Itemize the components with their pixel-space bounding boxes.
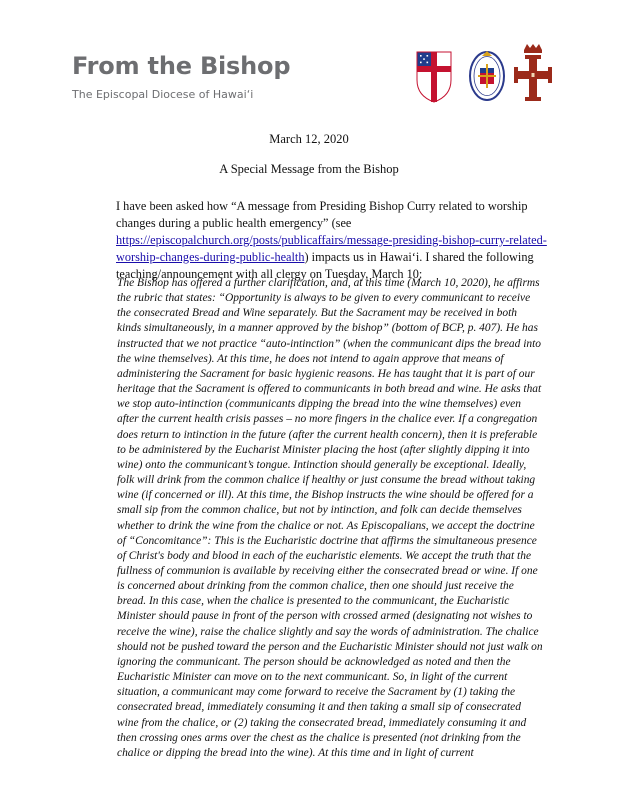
intro-paragraph (116, 198, 548, 283)
presiding-bishop-message-link[interactable]: https://episcopalchurch.org/posts/publicaffairs/message-presiding-bishop-curry-related-worship-changes-during-public-health (116, 233, 547, 264)
cross-crown-icon (514, 44, 552, 101)
message-heading: A Special Message from the Bishop (219, 162, 399, 176)
intro-text-before-link: I have been asked how “A message from Presiding Bishop Curry related to worship changes during a public health emergency” (see (116, 199, 528, 230)
episcopal-shield-icon (417, 52, 451, 102)
letterhead-subtitle: The Episcopal Diocese of Hawai‘i (72, 88, 254, 101)
bishop-teaching-quote: The Bishop has offered a further clarification, and, at this time (March 10, 2020), he affirms the rubric that states: “Opportunity is always to be given to every communicant to receive the consecrated Bread and Wine separately. But the Sacrament may be received in both kinds simultaneously, in a manner approved by the bishop” (bottom of BCP, p. 407). He has instructed that we not practice “auto-intinction” (when the communicant dips the bread into the wine themselves). At this time, he does not intend to again approve that means of administering the Sacrament for basic hygienic reasons. He has taught that it is part of our heritage that the Sacrament is offered to communicants in both bread and wine. He asks that we stop auto-intinction (communicants dipping the bread into the wine themselves) even after the current health crisis passes – no more fingers in the chalice ever. If a congregation does return to intinction in the future (after the current health concern), then it is preferable to be administered by the Eucharist Minister placing the host (after slightly dipping it into wine) onto the communicant’s tongue. Intinction should generally be exceptional. Ideally, folk will drink from the common chalice if healthy or just consume the bread without taking wine (if concerned or ill). At this time, the Bishop instructs the wine should be offered for a small sip from the common chalice, but not by intinction, and folk can decide themselves whether to drink the wine from the chalice or not. As Episcopalians, we accept the doctrine of “Concomitance”: This is the Eucharistic doctrine that affirms the simultaneous presence of Christ's body and blood in each of the eucharistic elements. We accept the truth that the fullness of communion is available by receiving either the consecrated bread or wine. If one is concerned about drinking from the common chalice, then one should just receive the bread. In this case, when the chalice is presented to the communicant, the Eucharistic Minister should pause in front of the person with crossed armed (designating not wishes to receive the wine), raise the chalice slightly and say the words of administration. The chalice should not be pushed toward the person and the Eucharistic Minister should not just walk on ignoring the communicant. The person should be acknowledged as noted and then the Eucharistic Minister can move on to the next communicant. So, in light of the current situation, a communicant may come forward to receive the Sacrament by (1) taking the consecrated bread, immediately consuming it and then taking a small sip of consecrated wine from the chalice, or (2) taking the consecrated bread, immediately consuming it and then crossing ones arms over the chest as the chalice is presented (not drinking from the chalice or dipping the bread into the wine). At this time and in light of current (117, 277, 543, 759)
letterhead (72, 52, 290, 101)
diocese-seal-icon (470, 51, 504, 100)
intro-text-after-link: ) impacts us in Hawai‘i. I shared the following teaching/announcement with all clergy on Tuesday, March 10: (116, 250, 534, 281)
letter-date: March 12, 2020 (269, 132, 349, 146)
letterhead-title: From the Bishop (72, 52, 291, 80)
logo-group (414, 42, 554, 104)
